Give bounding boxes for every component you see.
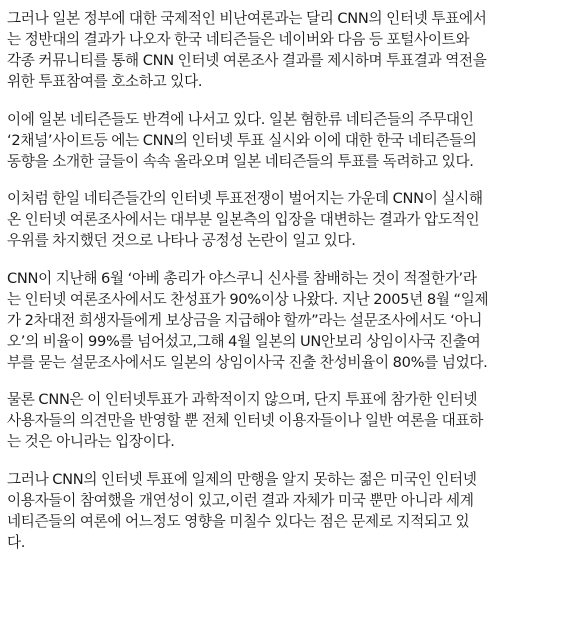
text-line: 오’의 비율이 99%를 넘어섰고,그해 4월 일본의 UN안보리 상임이사국 진출여 — [7, 332, 481, 350]
text-line: 가 2차대전 희생자들에게 보상금을 지급해야 할까”라는 설문조사에서도 ‘아니 — [7, 311, 483, 329]
text-line: CNN이 지난해 6월 ‘아베 총리가 야스쿠니 신사를 참배하는 것이 적절한가’라 — [7, 269, 477, 287]
text-line: 우위를 차지했던 것으로 나타나 공정성 논란이 일고 있다. — [7, 232, 356, 249]
text-line: 는 인터넷 여론조사에서도 찬성표가 90%이상 나왔다. 지난 2005년 8월 “일제 — [7, 290, 489, 308]
paragraph-3 — [7, 188, 581, 251]
paragraph-5 — [7, 389, 581, 452]
text-line: 위한 투표참여를 호소하고 있다. — [7, 73, 203, 90]
text-line: 사용자들의 의견만을 반영할 뿐 전체 인터넷 이용자들이나 일반 여론을 대표하 — [7, 412, 484, 429]
text-line: 물론 CNN은 이 인터넷투표가 과학적이지 않으며, 단지 투표에 참가한 인터넷 — [7, 391, 478, 408]
text-line: ‘2채널’사이트등 에는 CNN의 인터넷 투표 실시와 이에 대한 한국 네티즌들의 — [7, 131, 477, 149]
paragraph-6 — [7, 469, 581, 553]
text-line: 이용자들이 참여했을 개연성이 있고,이런 결과 자체가 미국 뿐만 아니라 세계 — [7, 491, 474, 509]
text-line: 온 인터넷 여론조사에서는 대부분 일본측의 입장을 대변하는 결과가 압도적인 — [7, 211, 480, 228]
text-line: 네티즌들의 여론에 어느정도 영향을 미칠수 있다는 점은 문제로 지적되고 있 — [7, 512, 470, 530]
text-line: 이처럼 한일 네티즌들간의 인터넷 투표전쟁이 벌어지는 가운데 CNN이 실시해 — [7, 190, 483, 207]
paragraph-4 — [7, 268, 581, 373]
text-line: 그러나 일본 정부에 대한 국제적인 비난여론과는 달리 CNN의 인터넷 투표에서 — [7, 10, 487, 27]
paragraph-2 — [7, 109, 581, 172]
paragraph-1 — [7, 8, 581, 92]
text-line: 그러나 CNN의 인터넷 투표에 일제의 만행을 알지 못하는 젊은 미국인 인터넷 — [7, 470, 477, 488]
text-line: 는 것은 아니라는 입장이다. — [7, 433, 175, 450]
text-line: 각종 커뮤니티를 통해 CNN 인터넷 여론조사 결과를 제시하며 투표결과 역전을 — [7, 52, 487, 69]
text-line: 이에 일본 네티즌들도 반격에 나서고 있다. 일본 혐한류 네티즌들의 주무대인 — [7, 110, 474, 128]
text-line: 는 정반대의 결과가 나오자 한국 네티즌들은 네이버와 다음 등 포털사이트와 — [7, 31, 470, 48]
text-line: 다. — [7, 533, 26, 551]
text-line: 동향을 소개한 글들이 속속 올라오며 일본 네티즌들의 투표를 독려하고 있다. — [7, 152, 474, 170]
text-line: 부를 묻는 설문조사에서도 일본의 상임이사국 진출 찬성비율이 80%를 넘었다. — [7, 353, 488, 371]
